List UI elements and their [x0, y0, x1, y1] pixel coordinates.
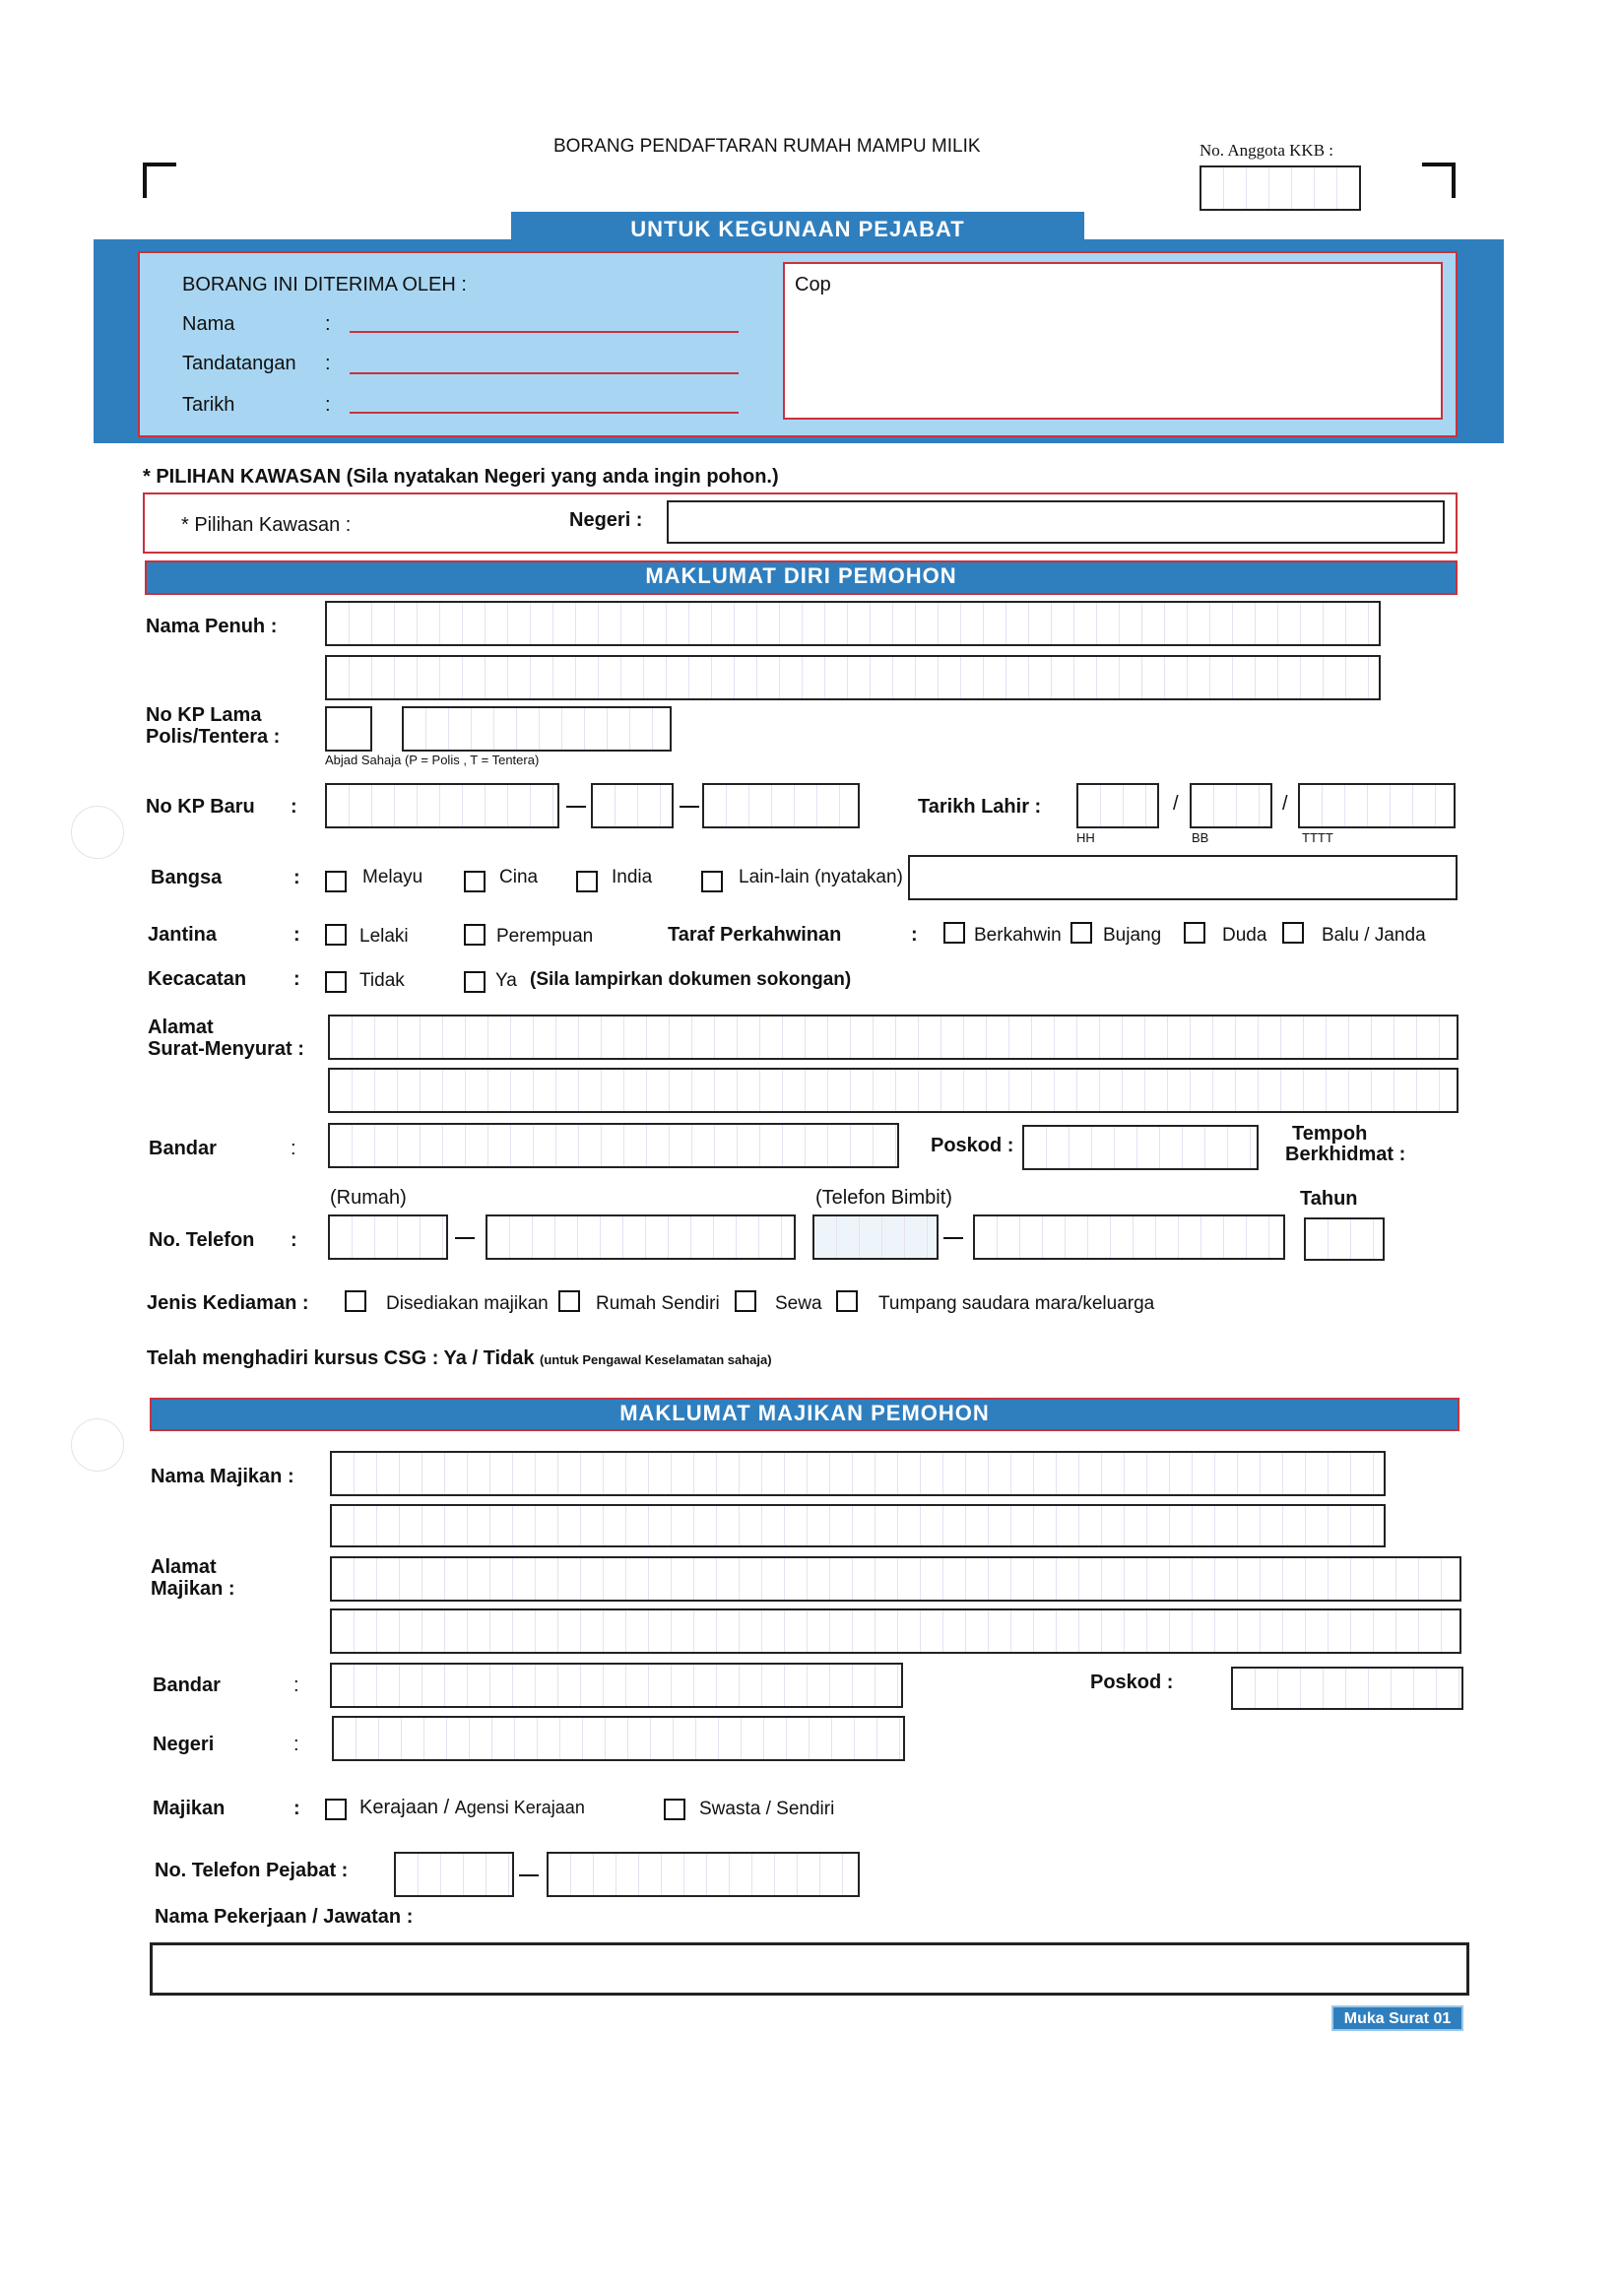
kecacatan-ya-label: Ya — [495, 970, 517, 991]
jantina-lelaki-label: Lelaki — [359, 926, 409, 947]
page-number-badge: Muka Surat 01 — [1331, 2005, 1463, 2031]
dob-hh-caption: HH — [1076, 830, 1095, 845]
telefon-pejabat-dash — [519, 1874, 539, 1876]
dob-slash-1: / — [1173, 793, 1179, 815]
taraf-duda-label: Duda — [1222, 925, 1267, 946]
jantina-label: Jantina — [148, 924, 218, 946]
kp-baru-dash-2 — [680, 806, 699, 808]
office-tab: UNTUK KEGUNAAN PEJABAT — [511, 212, 1084, 245]
poskod-label: Poskod : — [931, 1135, 1014, 1156]
nama-majikan-label: Nama Majikan : — [151, 1466, 294, 1487]
majikan-bandar-colon: : — [293, 1674, 299, 1696]
csg-question: Telah menghadiri kursus CSG : Ya / Tidak — [147, 1347, 535, 1369]
majikan-bandar-input[interactable] — [330, 1663, 903, 1708]
kecacatan-tidak-checkbox[interactable] — [325, 971, 347, 993]
bangsa-india-checkbox[interactable] — [576, 871, 598, 892]
kediaman-tumpang-label: Tumpang saudara mara/keluarga — [878, 1293, 1155, 1314]
corner-mark-left — [143, 163, 176, 198]
telefon-pejabat-label: No. Telefon Pejabat : — [155, 1860, 349, 1881]
jantina-perempuan-label: Perempuan — [496, 926, 594, 947]
bangsa-melayu-checkbox[interactable] — [325, 871, 347, 892]
majikan-negeri-label: Negeri — [153, 1734, 215, 1755]
dob-month-input[interactable] — [1190, 783, 1272, 828]
taraf-bujang-checkbox[interactable] — [1070, 922, 1092, 944]
nama-penuh-label: Nama Penuh : — [146, 616, 278, 637]
corner-mark-right — [1422, 163, 1456, 198]
taraf-berkahwin-checkbox[interactable] — [943, 922, 965, 944]
jantina-perempuan-checkbox[interactable] — [464, 924, 486, 946]
majikan-bandar-label: Bandar — [153, 1674, 221, 1696]
alamat-input-1[interactable] — [328, 1015, 1459, 1060]
tempoh-label-2: Berkhidmat : — [1285, 1144, 1406, 1165]
majikan-negeri-input[interactable] — [332, 1716, 905, 1761]
kp-baru-dash-1 — [566, 806, 586, 808]
taraf-balu-checkbox[interactable] — [1282, 922, 1304, 944]
telefon-rumah-dash — [455, 1237, 475, 1239]
member-no-label: No. Anggota KKB : — [1200, 141, 1333, 160]
employer-section-bar: MAKLUMAT MAJIKAN PEMOHON — [150, 1398, 1459, 1431]
dob-tttt-caption: TTTT — [1302, 830, 1333, 845]
cop-box[interactable] — [783, 262, 1443, 420]
csg-note: (untuk Pengawal Keselamatan sahaja) — [540, 1352, 772, 1367]
majikan-kerajaan-label — [359, 1797, 585, 1819]
dob-bb-caption: BB — [1192, 830, 1209, 845]
dob-slash-2: / — [1282, 793, 1288, 815]
kp-baru-input-3[interactable] — [702, 783, 860, 828]
alamat-majikan-input-1[interactable] — [330, 1556, 1461, 1602]
kecacatan-tidak-label: Tidak — [359, 970, 405, 991]
dob-day-input[interactable] — [1076, 783, 1159, 828]
office-nama-colon: : — [325, 313, 331, 335]
majikan-swasta-checkbox[interactable] — [664, 1799, 685, 1820]
bangsa-cina-label: Cina — [499, 867, 539, 887]
majikan-poskod-input[interactable] — [1231, 1667, 1463, 1710]
kp-baru-colon: : — [291, 796, 297, 818]
kediaman-sewa-label: Sewa — [775, 1293, 822, 1314]
office-tarikh-line[interactable] — [350, 412, 739, 414]
kediaman-tumpang-checkbox[interactable] — [836, 1290, 858, 1312]
jenis-kediaman-label: Jenis Kediaman : — [147, 1292, 309, 1314]
bangsa-lain-checkbox[interactable] — [701, 871, 723, 892]
kecacatan-note: (Sila lampirkan dokumen sokongan) — [530, 969, 852, 990]
polis-tentera-label: Polis/Tentera : — [146, 726, 281, 748]
alamat-label-1: Alamat — [148, 1017, 214, 1038]
office-tarikh-colon: : — [325, 394, 331, 416]
bangsa-colon: : — [293, 867, 300, 888]
kediaman-sendiri-checkbox[interactable] — [558, 1290, 580, 1312]
office-tarikh-label: Tarikh — [182, 394, 235, 416]
punch-hole-bottom — [71, 1418, 124, 1472]
negeri-input[interactable] — [667, 500, 1445, 544]
alamat-input-2[interactable] — [328, 1068, 1459, 1113]
bangsa-cina-checkbox[interactable] — [464, 871, 486, 892]
tempoh-label-1: Tempoh — [1292, 1123, 1368, 1145]
cop-label: Cop — [795, 274, 831, 295]
alamat-majikan-label-2: Majikan : — [151, 1578, 235, 1600]
kediaman-sendiri-label: Rumah Sendiri — [596, 1293, 720, 1314]
telefon-colon: : — [291, 1229, 297, 1251]
bandar-label: Bandar — [149, 1138, 217, 1159]
nama-penuh-input-2[interactable] — [325, 655, 1381, 700]
nama-pekerjaan-input[interactable] — [150, 1942, 1469, 1996]
nama-majikan-input-2[interactable] — [330, 1504, 1386, 1547]
bangsa-lain-input[interactable] — [908, 855, 1458, 900]
nama-pekerjaan-label: Nama Pekerjaan / Jawatan : — [155, 1906, 414, 1928]
kediaman-sewa-checkbox[interactable] — [735, 1290, 756, 1312]
member-no-input[interactable] — [1200, 165, 1361, 211]
kp-baru-input-2[interactable] — [591, 783, 674, 828]
bangsa-melayu-label: Melayu — [362, 867, 423, 887]
office-tandatangan-label: Tandatangan — [182, 353, 296, 374]
kp-lama-number-input[interactable] — [402, 706, 672, 752]
office-nama-label: Nama — [182, 313, 235, 335]
telefon-bimbit-code-input[interactable] — [812, 1214, 939, 1260]
majikan-negeri-colon: : — [293, 1734, 299, 1755]
majikan-kerajaan-sub: Agensi Kerajaan — [454, 1798, 585, 1817]
area-heading: * PILIHAN KAWASAN (Sila nyatakan Negeri yang anda ingin pohon.) — [143, 466, 779, 488]
majikan-swasta-label: Swasta / Sendiri — [699, 1799, 835, 1819]
kecacatan-colon: : — [293, 968, 300, 990]
csg-text — [147, 1347, 772, 1370]
alamat-majikan-label-1: Alamat — [151, 1556, 217, 1578]
office-nama-line[interactable] — [350, 331, 739, 333]
taraf-bujang-label: Bujang — [1103, 925, 1162, 946]
bandar-input[interactable] — [328, 1123, 899, 1168]
nama-penuh-input-1[interactable] — [325, 601, 1381, 646]
punch-hole-top — [71, 806, 124, 859]
taraf-berkahwin-label: Berkahwin — [974, 925, 1062, 946]
bangsa-india-label: India — [612, 867, 653, 887]
kp-baru-input-1[interactable] — [325, 783, 559, 828]
telefon-rumah-number-input[interactable] — [486, 1214, 796, 1260]
poskod-input[interactable] — [1022, 1125, 1259, 1170]
taraf-balu-label: Balu / Janda — [1322, 925, 1426, 946]
jantina-lelaki-checkbox[interactable] — [325, 924, 347, 946]
office-tandatangan-colon: : — [325, 353, 331, 374]
telefon-pejabat-number-input[interactable] — [547, 1852, 860, 1897]
applicant-section-bar: MAKLUMAT DIRI PEMOHON — [145, 560, 1458, 595]
telefon-rumah-caption: (Rumah) — [330, 1187, 407, 1209]
tarikh-lahir-label: Tarikh Lahir : — [918, 796, 1042, 818]
jantina-colon: : — [293, 924, 300, 946]
negeri-label: Negeri : — [569, 509, 643, 531]
telefon-bimbit-caption: (Telefon Bimbit) — [815, 1187, 952, 1209]
telefon-label: No. Telefon — [149, 1229, 255, 1251]
dob-year-input[interactable] — [1298, 783, 1456, 828]
nama-majikan-input-1[interactable] — [330, 1451, 1386, 1496]
alamat-majikan-input-2[interactable] — [330, 1608, 1461, 1654]
kp-baru-label: No KP Baru — [146, 796, 255, 818]
bandar-colon: : — [291, 1138, 296, 1159]
majikan-kerajaan-checkbox[interactable] — [325, 1799, 347, 1820]
tahun-input[interactable] — [1304, 1217, 1385, 1261]
telefon-bimbit-dash — [943, 1237, 963, 1239]
telefon-bimbit-number-input[interactable] — [973, 1214, 1285, 1260]
alamat-label-2: Surat-Menyurat : — [148, 1038, 304, 1060]
kp-lama-letter-input[interactable] — [325, 706, 372, 752]
taraf-duda-checkbox[interactable] — [1184, 922, 1205, 944]
telefon-pejabat-code-input[interactable] — [394, 1852, 514, 1897]
kecacatan-label: Kecacatan — [148, 968, 247, 990]
kp-lama-label: No KP Lama — [146, 704, 262, 726]
office-tandatangan-line[interactable] — [350, 372, 739, 374]
received-by-label: BORANG INI DITERIMA OLEH : — [182, 274, 467, 295]
form-title: BORANG PENDAFTARAN RUMAH MAMPU MILIK — [553, 136, 981, 157]
majikan-type-colon: : — [293, 1798, 300, 1819]
pilihan-kawasan-label: * Pilihan Kawasan : — [181, 514, 352, 536]
kecacatan-ya-checkbox[interactable] — [464, 971, 486, 993]
taraf-colon: : — [911, 924, 918, 946]
tahun-label: Tahun — [1300, 1188, 1358, 1210]
majikan-poskod-label: Poskod : — [1090, 1672, 1174, 1693]
kediaman-majikan-checkbox[interactable] — [345, 1290, 366, 1312]
taraf-perkahwinan-label: Taraf Perkahwinan — [668, 924, 842, 946]
majikan-kerajaan-main: Kerajaan / — [359, 1797, 455, 1818]
telefon-rumah-code-input[interactable] — [328, 1214, 448, 1260]
kediaman-majikan-label: Disediakan majikan — [386, 1293, 549, 1314]
bangsa-label: Bangsa — [151, 867, 223, 888]
bangsa-lain-label: Lain-lain (nyatakan) — [739, 867, 903, 887]
majikan-type-label: Majikan — [153, 1798, 226, 1819]
abjad-note: Abjad Sahaja (P = Polis , T = Tentera) — [325, 753, 540, 767]
